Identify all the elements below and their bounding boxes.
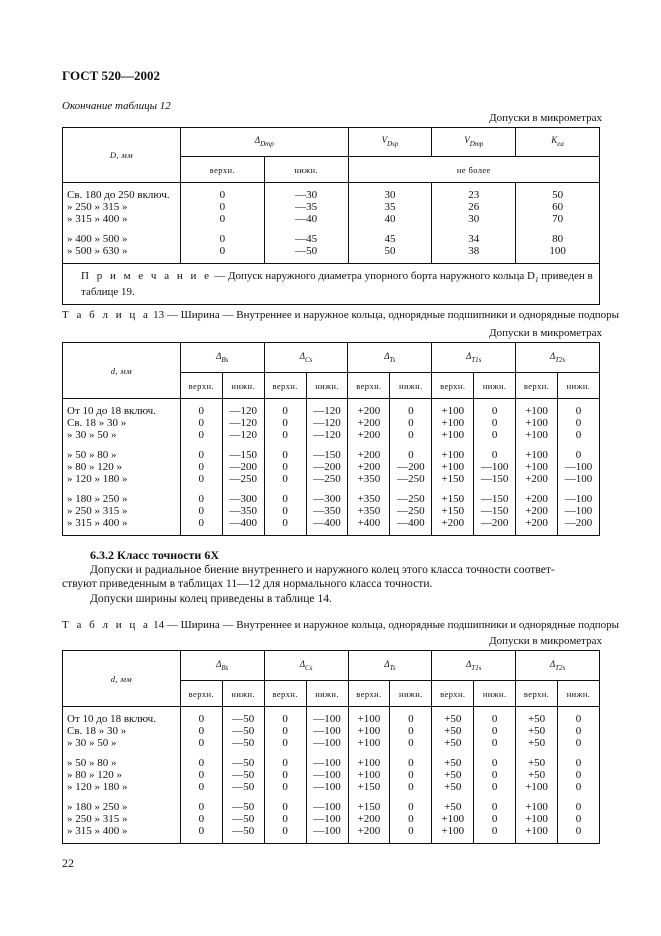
t14-col-upper-header: верхн. xyxy=(348,681,390,707)
t14-col-bs-header: $\Delta_{Bs}$ xyxy=(180,651,264,681)
table-12-upper-values: 0 0 0 0 0 xyxy=(180,183,264,264)
table-cell: +200 xyxy=(525,517,548,529)
t14-values-1-column xyxy=(222,707,264,844)
table-cell: +50 xyxy=(444,737,462,749)
t14-values-2-column xyxy=(264,707,306,844)
table-cell: 0 xyxy=(491,801,498,813)
t13-col-ts-header: $\Delta_{Ts}$ xyxy=(348,343,432,373)
table-cell: —120 xyxy=(229,429,257,441)
table-cell: +200 xyxy=(357,449,381,461)
table-cell: —100 xyxy=(313,781,341,793)
table-cell: +150 xyxy=(441,473,465,485)
t13-col-upper-header: верхн. xyxy=(180,373,222,399)
table-cell: —100 xyxy=(480,461,509,473)
table-cell: 0 xyxy=(408,713,414,725)
table-cell: +100 xyxy=(525,405,548,417)
t13-col-lower-header: нижн. xyxy=(558,373,600,399)
t13-col-lower-header: нижн. xyxy=(222,373,264,399)
table-cell: 0 xyxy=(198,769,205,781)
col-d-header: D, мм xyxy=(63,128,181,183)
table-cell: —100 xyxy=(313,725,341,737)
table-cell: +100 xyxy=(525,781,548,793)
table-cell: —350 xyxy=(229,505,257,517)
table-cell: 0 xyxy=(408,725,414,737)
table-cell: 0 xyxy=(408,813,414,825)
table-cell: +100 xyxy=(357,769,381,781)
table-cell: 0 xyxy=(282,725,288,737)
t13-col-t1s-header: $\Delta_{T1s}$ xyxy=(432,343,516,373)
table-cell: +200 xyxy=(441,517,465,529)
col-vdmp-header: $V_{Dmp}$ xyxy=(432,128,516,157)
table-cell: +350 xyxy=(357,493,381,505)
t14-values-6-column xyxy=(432,707,474,844)
table-cell: +100 xyxy=(441,461,465,473)
t13-col-lower-header: нижн. xyxy=(474,373,516,399)
document-header: ГОСТ 520—2002 xyxy=(62,68,161,83)
table-cell: 0 xyxy=(491,757,498,769)
t13-col-cs-header: $\Delta_{Cs}$ xyxy=(264,343,348,373)
t14-labels-column xyxy=(63,707,181,844)
table-cell: +100 xyxy=(357,713,381,725)
table-cell: 0 xyxy=(408,769,414,781)
table-cell: 0 xyxy=(282,757,288,769)
table-cell: 0 xyxy=(282,769,288,781)
table-cell: +50 xyxy=(444,757,462,769)
table-cell: +100 xyxy=(357,725,381,737)
t14-col-cs-header: $\Delta_{Cs}$ xyxy=(264,651,348,681)
table-cell: 0 xyxy=(282,517,288,529)
table-cell: » 80 » 120 » xyxy=(67,769,122,781)
table-cell: 0 xyxy=(491,813,498,825)
table-cell: +100 xyxy=(441,429,465,441)
table-cell: —150 xyxy=(229,449,257,461)
t13-values-2-column xyxy=(264,399,306,536)
table-cell: 0 xyxy=(282,473,288,485)
table-cell: —200 xyxy=(397,461,425,473)
table-cell: —200 xyxy=(564,517,593,529)
table-cell: 0 xyxy=(198,505,205,517)
table-cell: +50 xyxy=(527,725,546,737)
table-cell: —350 xyxy=(313,505,341,517)
table-cell: 0 xyxy=(282,449,288,461)
table-cell: 0 xyxy=(408,737,414,749)
table-cell: +200 xyxy=(525,473,548,485)
table-cell: » 250 » 315 » xyxy=(67,813,128,825)
table-cell: От 10 до 18 включ. xyxy=(67,405,156,417)
table-cell: —100 xyxy=(313,713,341,725)
table-cell: 0 xyxy=(575,801,582,813)
table-cell: 0 xyxy=(198,449,205,461)
table-cell: —100 xyxy=(313,737,341,749)
table-cell: 0 xyxy=(198,813,205,825)
table-12 xyxy=(62,127,600,305)
table-cell: +200 xyxy=(357,429,381,441)
table-cell: 0 xyxy=(491,405,498,417)
page-number: 22 xyxy=(62,856,74,870)
table-cell: —50 xyxy=(232,725,255,737)
table-cell: —250 xyxy=(313,473,341,485)
table-cell: —120 xyxy=(229,405,257,417)
table-cell: 0 xyxy=(491,737,498,749)
table-cell: 0 xyxy=(198,473,205,485)
table-cell: 0 xyxy=(282,737,288,749)
table-cell: +100 xyxy=(525,461,548,473)
table-cell: 0 xyxy=(282,781,288,793)
table-cell: 0 xyxy=(575,737,582,749)
table-14-caption: Т а б л и ц а 14 — Ширина — Внутреннее и наружное кольца, однорядные подшипники и однорядные подпоры xyxy=(62,619,620,631)
table-cell: —100 xyxy=(313,813,341,825)
t13-values-3-column xyxy=(306,399,348,536)
t14-col-lower-header: нижн. xyxy=(558,681,600,707)
t14-col-d-header: d, мм xyxy=(63,651,181,707)
table-cell: 0 xyxy=(198,801,205,813)
table-cell: 0 xyxy=(575,781,582,793)
table-cell: 0 xyxy=(575,429,582,441)
table-cell: 0 xyxy=(198,781,205,793)
table-cell: —100 xyxy=(313,801,341,813)
table-cell: 0 xyxy=(282,825,288,837)
table-cell: —300 xyxy=(229,493,257,505)
table-cell: —400 xyxy=(229,517,257,529)
table-cell: 0 xyxy=(282,713,288,725)
table-cell: +50 xyxy=(527,769,546,781)
table-cell: » 180 » 250 » xyxy=(67,801,128,813)
table-cell: —100 xyxy=(313,757,341,769)
t14-col-upper-header: верхн. xyxy=(264,681,306,707)
col-upper-header: верхн. xyxy=(180,157,264,183)
t13-values-5-column xyxy=(390,399,432,536)
table-12-note: П р и м е ч а н и е — Допуск наружного диаметра упорного борта наружного кольца $D_1$ приведен в таблице 19. xyxy=(63,264,600,305)
table-cell: » 50 » 80 » xyxy=(67,449,117,461)
table-cell: +200 xyxy=(357,813,381,825)
t13-col-upper-header: верхн. xyxy=(516,373,558,399)
table-cell: 0 xyxy=(408,781,414,793)
table-cell: Св. 18 » 30 » xyxy=(67,417,127,429)
t14-col-ts-header: $\Delta_{Ts}$ xyxy=(348,651,432,681)
table-cell: —150 xyxy=(313,449,341,461)
table-cell: +200 xyxy=(357,825,381,837)
table-12-kea-values: 50 60 70 80 100 xyxy=(516,183,600,264)
t14-values-7-column xyxy=(474,707,516,844)
t13-col-lower-header: нижн. xyxy=(306,373,348,399)
table-cell: 0 xyxy=(282,801,288,813)
table-cell: —100 xyxy=(564,505,593,517)
t14-values-9-column xyxy=(558,707,600,844)
table-cell: 0 xyxy=(575,757,582,769)
table-cell: 0 xyxy=(198,405,205,417)
table-cell: +100 xyxy=(525,813,548,825)
table-cell: 0 xyxy=(408,801,414,813)
col-vdsp-header: $V_{Dsp}$ xyxy=(348,128,432,157)
table-cell: —150 xyxy=(480,493,509,505)
table-cell: +200 xyxy=(357,405,381,417)
table-cell: 0 xyxy=(575,725,582,737)
table-12-vdmp-values: 23 26 30 34 38 xyxy=(432,183,516,264)
t14-col-lower-header: нижн. xyxy=(222,681,264,707)
table-cell: +100 xyxy=(441,405,465,417)
t13-col-bs-header: $\Delta_{Bs}$ xyxy=(180,343,264,373)
t14-col-lower-header: нижн. xyxy=(390,681,432,707)
table-cell: +100 xyxy=(525,449,548,461)
table-cell: 0 xyxy=(282,417,288,429)
t13-values-1-column xyxy=(222,399,264,536)
col-lower-header: нижн. xyxy=(264,157,348,183)
table-cell: +100 xyxy=(525,429,548,441)
table-cell: 0 xyxy=(408,757,414,769)
table-cell: 0 xyxy=(282,813,288,825)
table-cell: 0 xyxy=(408,429,414,441)
table-cell: 0 xyxy=(408,825,414,837)
table-cell: —200 xyxy=(229,461,257,473)
section-paragraph-1-cont: ствуют приведенным в таблицах 11—12 для нормального класса точности. xyxy=(62,577,433,590)
table-cell: —200 xyxy=(313,461,341,473)
table-cell: —200 xyxy=(480,517,509,529)
t14-col-lower-header: нижн. xyxy=(474,681,516,707)
table-cell: Св. 18 » 30 » xyxy=(67,725,127,737)
t14-col-lower-header: нижн. xyxy=(306,681,348,707)
table-cell: 0 xyxy=(408,405,414,417)
table-cell: —300 xyxy=(313,493,341,505)
t13-col-lower-header: нижн. xyxy=(390,373,432,399)
table-13 xyxy=(62,342,600,536)
table-cell: 0 xyxy=(575,825,582,837)
col-nomore-header: не более xyxy=(348,157,599,183)
table-cell: +50 xyxy=(444,769,462,781)
table-14-units: Допуски в микрометрах xyxy=(489,635,602,647)
t13-values-0-column xyxy=(180,399,222,536)
table-cell: » 315 » 400 » xyxy=(67,825,128,837)
table-cell: 0 xyxy=(198,757,205,769)
t13-values-6-column xyxy=(432,399,474,536)
table-cell: +200 xyxy=(357,461,381,473)
t14-values-8-column xyxy=(516,707,558,844)
table-cell: 0 xyxy=(575,813,582,825)
table-12-caption: Окончание таблицы 12 xyxy=(62,100,171,112)
table-cell: —250 xyxy=(397,505,425,517)
table-cell: +100 xyxy=(525,801,548,813)
t14-col-upper-header: верхн. xyxy=(180,681,222,707)
table-cell: 0 xyxy=(575,417,582,429)
table-cell: —100 xyxy=(564,493,593,505)
table-cell: 0 xyxy=(491,825,498,837)
table-cell: 0 xyxy=(198,725,205,737)
table-cell: +50 xyxy=(527,757,546,769)
table-cell: 0 xyxy=(282,505,288,517)
t13-values-9-column xyxy=(558,399,600,536)
table-cell: 0 xyxy=(198,417,205,429)
table-cell: » 50 » 80 » xyxy=(67,757,117,769)
t13-col-upper-header: верхн. xyxy=(264,373,306,399)
table-cell: 0 xyxy=(491,417,498,429)
table-cell: +50 xyxy=(444,713,462,725)
table-cell: —50 xyxy=(232,825,255,837)
table-cell: +100 xyxy=(441,449,465,461)
table-cell: —100 xyxy=(313,825,341,837)
table-cell: » 30 » 50 » xyxy=(67,737,117,749)
table-cell: —250 xyxy=(397,493,425,505)
table-cell: —120 xyxy=(313,405,341,417)
t14-col-t1s-header: $\Delta_{T1s}$ xyxy=(432,651,516,681)
t14-values-5-column xyxy=(390,707,432,844)
table-cell: +100 xyxy=(441,417,465,429)
table-cell: —120 xyxy=(313,417,341,429)
table-cell: —400 xyxy=(397,517,425,529)
table-cell: —50 xyxy=(232,813,255,825)
t13-col-upper-header: верхн. xyxy=(348,373,390,399)
table-cell: +150 xyxy=(357,781,381,793)
t13-labels-column xyxy=(63,399,181,536)
table-cell: —400 xyxy=(313,517,341,529)
section-heading: 6.3.2 Класс точности 6Х xyxy=(90,548,219,562)
section-paragraph-1: Допуски и радиальное биение внутреннего и наружного колец этого класса точности соответ- xyxy=(90,563,555,576)
table-cell: +100 xyxy=(441,825,465,837)
t13-values-4-column xyxy=(348,399,390,536)
table-12-lower-values: —30 —35 —40 —45 —50 xyxy=(264,183,348,264)
table-cell: 0 xyxy=(198,461,205,473)
table-cell: 0 xyxy=(198,493,205,505)
t13-values-7-column xyxy=(474,399,516,536)
table-cell: 0 xyxy=(282,461,288,473)
table-cell: +50 xyxy=(527,713,546,725)
table-cell: 0 xyxy=(575,449,582,461)
table-cell: 0 xyxy=(282,493,288,505)
table-cell: От 10 до 18 включ. xyxy=(67,713,156,725)
table-cell: 0 xyxy=(575,713,582,725)
t14-col-upper-header: верхн. xyxy=(432,681,474,707)
table-cell: —150 xyxy=(480,505,509,517)
table-cell: 0 xyxy=(408,417,414,429)
table-cell: +200 xyxy=(525,493,548,505)
table-cell: +150 xyxy=(441,493,465,505)
table-cell: 0 xyxy=(198,517,205,529)
table-12-units: Допуски в микрометрах xyxy=(489,112,602,124)
table-cell: 0 xyxy=(491,449,498,461)
table-13-units: Допуски в микрометрах xyxy=(489,327,602,339)
table-cell: 0 xyxy=(282,429,288,441)
table-cell: +200 xyxy=(357,417,381,429)
table-cell: 0 xyxy=(575,769,582,781)
table-cell: » 80 » 120 » xyxy=(67,461,122,473)
t13-col-d-header: d, мм xyxy=(63,343,181,399)
t13-col-upper-header: верхн. xyxy=(432,373,474,399)
table-cell: 0 xyxy=(491,713,498,725)
table-cell: +400 xyxy=(357,517,381,529)
table-cell: +50 xyxy=(444,801,462,813)
table-cell: 0 xyxy=(198,713,205,725)
t14-values-0-column xyxy=(180,707,222,844)
table-cell: —50 xyxy=(232,757,255,769)
table-cell: +150 xyxy=(357,801,381,813)
col-kea-header: $K_{ea}$ xyxy=(516,128,600,157)
table-cell: » 250 » 315 » xyxy=(67,505,128,517)
table-cell: » 120 » 180 » xyxy=(67,473,128,485)
table-13-caption: Т а б л и ц а 13 — Ширина — Внутреннее и наружное кольца, однорядные подшипники и однорядные подпоры xyxy=(62,309,620,321)
table-cell: 0 xyxy=(491,429,498,441)
table-cell: +100 xyxy=(525,825,548,837)
table-cell: 0 xyxy=(198,825,205,837)
table-cell: 0 xyxy=(491,769,498,781)
table-14 xyxy=(62,650,600,844)
table-cell: +100 xyxy=(357,757,381,769)
col-delta-dmp-header: $\Delta_{Dmp}$ xyxy=(180,128,348,157)
table-cell: +200 xyxy=(525,505,548,517)
table-cell: 0 xyxy=(408,449,414,461)
table-cell: —250 xyxy=(397,473,425,485)
table-cell: —250 xyxy=(229,473,257,485)
table-cell: —100 xyxy=(564,461,593,473)
table-cell: —50 xyxy=(232,781,255,793)
table-cell: —120 xyxy=(229,417,257,429)
table-cell: +50 xyxy=(444,725,462,737)
table-cell: » 315 » 400 » xyxy=(67,517,128,529)
table-cell: 0 xyxy=(282,405,288,417)
table-cell: » 30 » 50 » xyxy=(67,429,117,441)
table-12-labels: Св. 180 до 250 включ. » 250 » 315 » » 315 » 400 » » 400 » 500 » » 500 » 630 » xyxy=(63,183,181,264)
table-cell: —50 xyxy=(232,737,255,749)
table-cell: —100 xyxy=(313,769,341,781)
table-12-vdsp-values: 30 35 40 45 50 xyxy=(348,183,432,264)
table-cell: —120 xyxy=(313,429,341,441)
section-paragraph-2: Допуски ширины колец приведены в таблице 14. xyxy=(90,592,332,605)
t14-values-3-column xyxy=(306,707,348,844)
table-cell: 0 xyxy=(491,725,498,737)
table-cell: +350 xyxy=(357,473,381,485)
table-cell: +50 xyxy=(444,781,462,793)
table-cell: 0 xyxy=(198,737,205,749)
table-cell: » 180 » 250 » xyxy=(67,493,128,505)
table-cell: —50 xyxy=(232,801,255,813)
table-cell: 0 xyxy=(491,781,498,793)
table-cell: » 120 » 180 » xyxy=(67,781,128,793)
table-cell: 0 xyxy=(198,429,205,441)
table-cell: —100 xyxy=(564,473,593,485)
table-cell: +350 xyxy=(357,505,381,517)
t14-col-upper-header: верхн. xyxy=(516,681,558,707)
table-cell: —50 xyxy=(232,769,255,781)
t14-values-4-column xyxy=(348,707,390,844)
table-cell: +100 xyxy=(441,813,465,825)
table-cell: +50 xyxy=(527,737,546,749)
table-cell: +100 xyxy=(525,417,548,429)
t13-values-8-column xyxy=(516,399,558,536)
table-cell: —150 xyxy=(480,473,509,485)
table-cell: 0 xyxy=(575,405,582,417)
table-cell: —50 xyxy=(232,713,255,725)
table-cell: +100 xyxy=(357,737,381,749)
table-cell: +150 xyxy=(441,505,465,517)
t13-col-t2s-header: $\Delta_{T2s}$ xyxy=(516,343,600,373)
t14-col-t2s-header: $\Delta_{T2s}$ xyxy=(516,651,600,681)
